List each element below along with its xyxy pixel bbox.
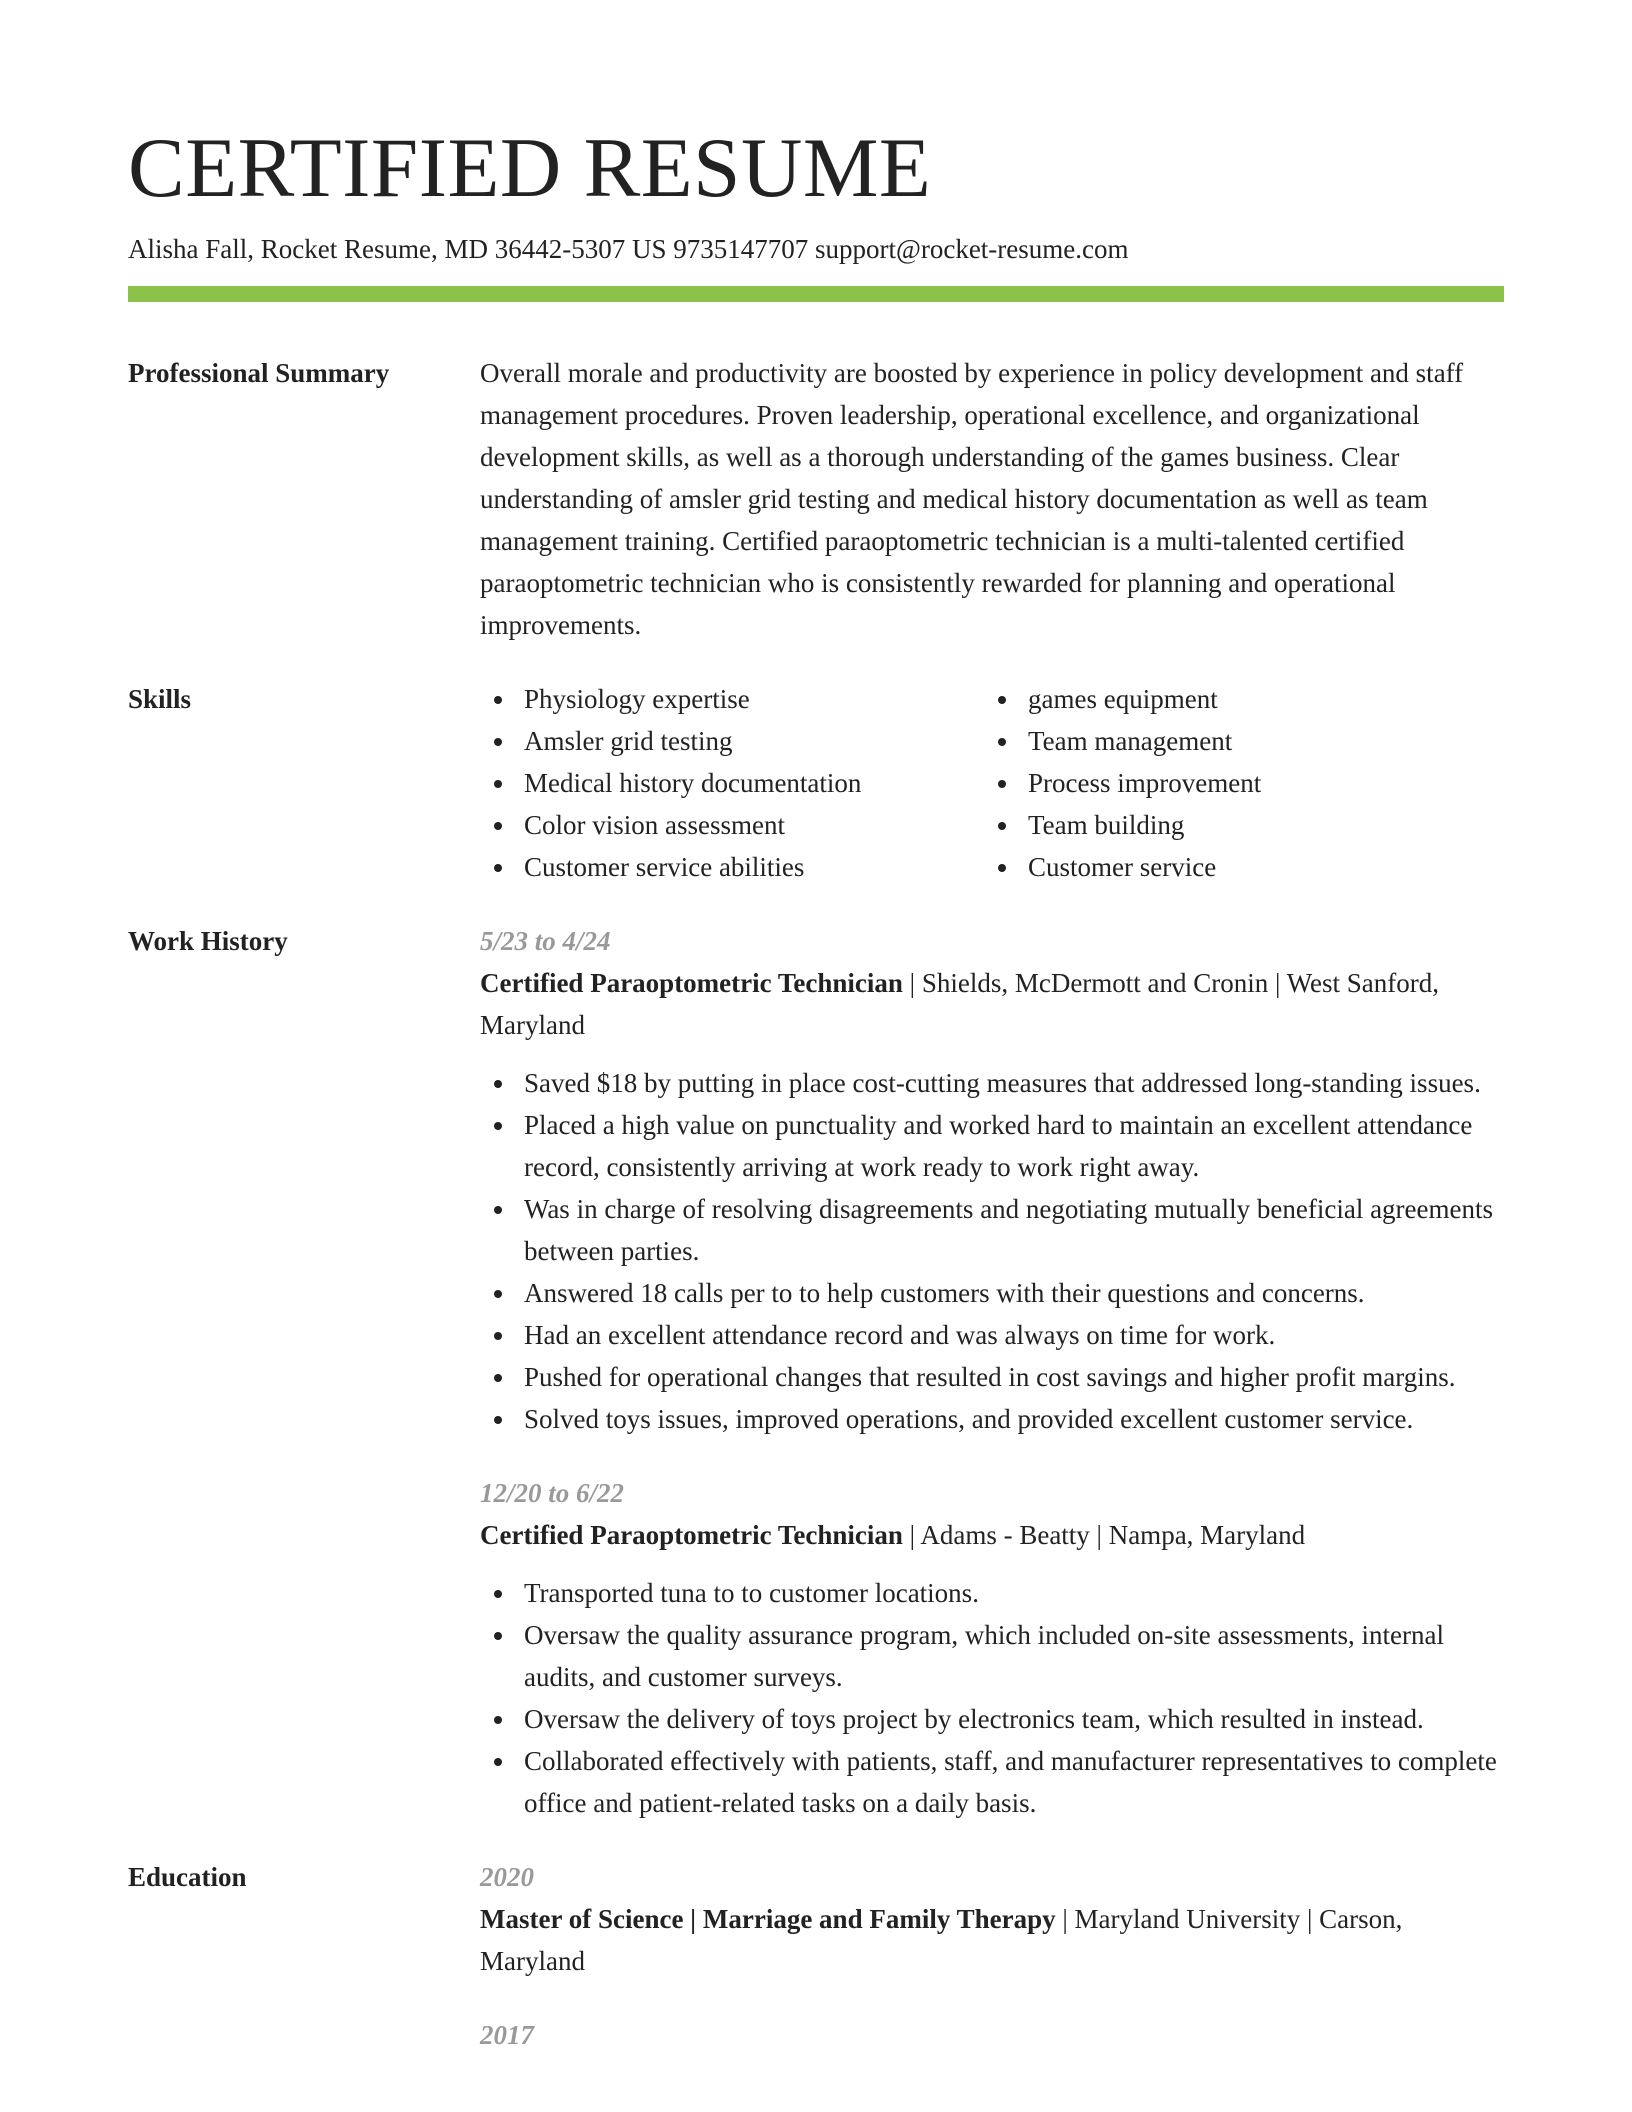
education-year: 2020: [480, 1862, 534, 1892]
skill-item: Process improvement: [984, 762, 1261, 804]
contact-email: support@rocket-resume.com: [814, 234, 1129, 264]
resume-page: [128, 118, 1504, 2056]
skills-list-left: [480, 678, 984, 888]
education-degree: Master of Science | Marriage and Family Therapy: [480, 1904, 1056, 1934]
job-bullet: Had an excellent attendance record and was always on time for work.: [480, 1314, 1504, 1356]
job-entry: [480, 920, 1504, 1440]
summary-text: Overall morale and productivity are boosted by experience in policy development and staff management procedures. Proven leadership, operational excellence, and organizational development skills, as well as a thorough understanding of the games business. Clear understanding of amsler grid testing and medical history documentation as well as team management training. Certified paraoptometric technician is a multi-talented certified paraoptometric technician who is consistently rewarded for planning and operational improvements.: [480, 358, 1464, 640]
job-bullet: Answered 18 calls per to to help customers with their questions and concerns.: [480, 1272, 1504, 1314]
job-bullet: Oversaw the delivery of toys project by electronics team, which resulted in instead.: [480, 1698, 1504, 1740]
skill-item: Color vision assessment: [480, 804, 984, 846]
job-bullet: Pushed for operational changes that resulted in cost savings and higher profit margins.: [480, 1356, 1504, 1398]
job-details: | Shields, McDermott and Cronin | West Sanford, Maryland: [480, 968, 1440, 1040]
summary-body: [480, 352, 1504, 646]
job-bullet: Was in charge of resolving disagreements and negotiating mutually beneficial agreements between parties.: [480, 1188, 1504, 1272]
skill-item: Customer service abilities: [480, 846, 984, 888]
work-history-section: [128, 920, 1504, 1824]
skill-item: games equipment: [984, 678, 1261, 720]
job-bullet: Solved toys issues, improved operations, and provided excellent customer service.: [480, 1398, 1504, 1440]
education-section: [128, 1856, 1504, 2056]
education-entry: [480, 1856, 1504, 1982]
job-bullet: Oversaw the quality assurance program, which included on-site assessments, internal audits, and customer surveys.: [480, 1614, 1504, 1698]
work-history-heading: Work History: [128, 926, 288, 956]
skill-item: Physiology expertise: [480, 678, 984, 720]
skill-item: Medical history documentation: [480, 762, 984, 804]
job-bullets: [480, 1572, 1504, 1824]
contact-name: Alisha Fall,: [128, 234, 254, 264]
job-bullets: [480, 1062, 1504, 1440]
accent-divider: [128, 286, 1504, 302]
job-bullet: Collaborated effectively with patients, staff, and manufacturer representatives to complete office and patient-related tasks on a daily basis.: [480, 1740, 1504, 1824]
skill-item: Customer service: [984, 846, 1261, 888]
summary-heading: Professional Summary: [128, 358, 390, 388]
job-bullet: Saved $18 by putting in place cost-cutting measures that addressed long-standing issues.: [480, 1062, 1504, 1104]
job-heading: [480, 1514, 1504, 1556]
contact-address: Rocket Resume, MD 36442-5307 US: [260, 234, 667, 264]
education-details: | Maryland University | Carson, Maryland: [480, 1904, 1403, 1976]
skills-section: [128, 678, 1504, 888]
summary-section: [128, 352, 1504, 646]
job-dates: 12/20 to 6/22: [480, 1478, 625, 1508]
job-bullet: Placed a high value on punctuality and worked hard to maintain an excellent attendance record, consistently arriving at work ready to work right away.: [480, 1104, 1504, 1188]
job-heading: [480, 962, 1504, 1046]
work-history-body: [480, 920, 1504, 1824]
job-title: Certified Paraoptometric Technician: [480, 1520, 903, 1550]
job-dates: 5/23 to 4/24: [480, 926, 611, 956]
job-entry: [480, 1472, 1504, 1824]
contact-phone: 9735147707: [673, 234, 809, 264]
education-body: [480, 1856, 1504, 2056]
contact-line: [128, 231, 1504, 267]
job-bullet: Transported tuna to to customer locations.: [480, 1572, 1504, 1614]
skills-heading: Skills: [128, 684, 192, 714]
education-heading-line: [480, 1898, 1504, 1982]
job-title: Certified Paraoptometric Technician: [480, 968, 903, 998]
skill-item: Team management: [984, 720, 1261, 762]
education-entry: [480, 2014, 1504, 2056]
education-year: 2017: [480, 2020, 534, 2050]
resume-title: CERTIFIED RESUME: [128, 121, 932, 215]
job-details: | Adams - Beatty | Nampa, Maryland: [902, 1520, 1306, 1550]
skill-item: Team building: [984, 804, 1261, 846]
skills-list-right: [984, 678, 1261, 888]
education-heading: Education: [128, 1862, 247, 1892]
skill-item: Amsler grid testing: [480, 720, 984, 762]
skills-columns: [480, 678, 1504, 888]
